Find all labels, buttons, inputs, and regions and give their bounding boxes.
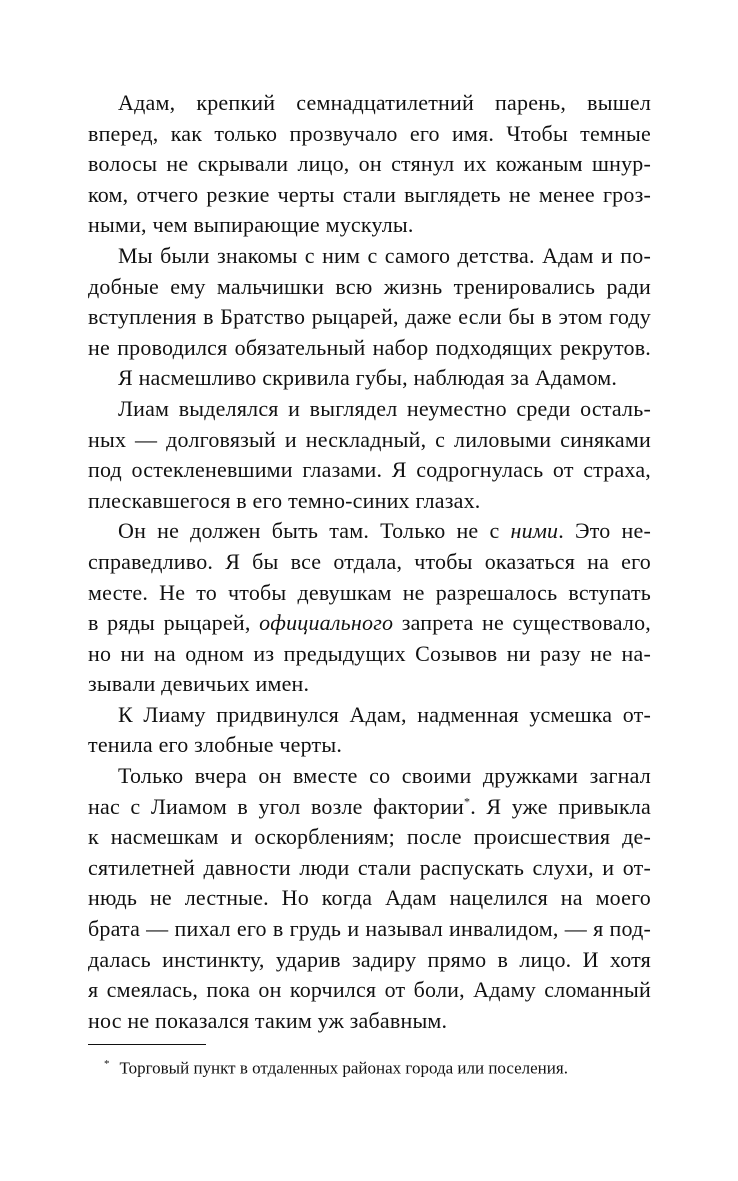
- text-line: Только вчера он вместе со своими дружками загнал: [118, 763, 651, 789]
- book-page: [88, 88, 651, 1088]
- footnote-divider: [88, 1044, 206, 1045]
- paragraph-1: [88, 88, 651, 241]
- text-line: тенила его злобные черты.: [88, 732, 343, 758]
- text-line: ными, чем выпирающие мускулы.: [88, 212, 414, 238]
- text-line: волосы не скрывали лицо, он стянул их кожаным шнур-: [88, 151, 651, 177]
- text-line: я смеялась, пока он корчился от боли, Адаму сломанный: [88, 977, 651, 1003]
- text-line: Я насмешливо скривила губы, наблюдая за Адамом.: [118, 365, 618, 391]
- text-segment: Он не должен быть там. Только не с: [118, 518, 511, 544]
- text-segment: нас с Лиамом в угол возле фактории: [88, 793, 465, 819]
- text-line: плескавшегося в его темно-синих глазах.: [88, 487, 481, 513]
- paragraph-3: [88, 363, 651, 394]
- text-line: под остекленевшими глазами. Я содрогнулась от страха,: [88, 457, 651, 483]
- text-segment: . Это не-: [558, 518, 651, 544]
- text-line: добные ему мальчишки всю жизнь тренировались ради: [88, 273, 651, 299]
- paragraph-7: [88, 761, 651, 1036]
- emphasis-text: официального: [259, 610, 394, 636]
- paragraph-5: [88, 516, 651, 700]
- emphasis-text: ними: [510, 518, 559, 544]
- paragraph-6: [88, 700, 651, 761]
- text-line: Мы были знакомы с ним с самого детства. Адам и по-: [118, 242, 651, 268]
- text-line: [88, 608, 651, 639]
- text-segment: . Я уже привыкла: [470, 793, 651, 819]
- paragraph-2: [88, 241, 651, 363]
- footnote-mark: *: [104, 1058, 110, 1070]
- text-line: брата — пихал его в грудь и называл инвалидом, — я под-: [88, 916, 651, 942]
- text-line: Лиам выделялся и выглядел неуместно среди осталь-: [118, 395, 651, 421]
- text-segment: в ряды рыцарей,: [88, 610, 260, 636]
- footnote-reference[interactable]: *: [464, 794, 471, 809]
- text-line: вступления в Братство рыцарей, даже если бы в этом году: [88, 304, 651, 330]
- text-line: ных — долговязый и нескладный, с лиловыми синяками: [88, 426, 651, 452]
- text-line: зывали девичьих имен.: [88, 671, 310, 697]
- body-text: [88, 88, 651, 1036]
- text-line: месте. Не то чтобы девушкам не разрешалось вступать: [88, 579, 651, 605]
- text-line: вперед, как только прозвучало его имя. Чтобы темные: [88, 120, 651, 146]
- text-line: не проводился обязательный набор подходящих рекрутов.: [88, 334, 651, 360]
- text-line: К Лиаму придвинулся Адам, надменная усмешка от-: [118, 701, 651, 727]
- text-line: [88, 516, 651, 547]
- text-line: ком, отчего резкие черты стали выглядеть не менее гроз-: [88, 181, 651, 207]
- text-line: Адам, крепкий семнадцатилетний парень, вышел: [118, 90, 651, 115]
- text-line: справедливо. Я бы все отдала, чтобы оказаться на его: [88, 548, 651, 574]
- footnote: [104, 1052, 568, 1081]
- text-line: нюдь не лестные. Но когда Адам нацелился на моего: [88, 885, 651, 911]
- text-line: нос не показался таким уж забавным.: [88, 1007, 448, 1033]
- text-line: к насмешкам и оскорблениям; после происшествия де-: [88, 824, 651, 850]
- text-line: далась инстинкту, ударив задиру прямо в лицо. И хотя: [88, 946, 651, 972]
- text-line: сятилетней давности люди стали распускать слухи, и от-: [88, 854, 651, 880]
- footnote-text: Торговый пункт в отдаленных районах города или поселения.: [119, 1058, 568, 1078]
- text-segment: запрета не существовало,: [393, 610, 651, 636]
- text-line: [88, 792, 651, 823]
- paragraph-4: [88, 394, 651, 516]
- text-line: но ни на одном из предыдущих Созывов ни разу не на-: [88, 640, 651, 666]
